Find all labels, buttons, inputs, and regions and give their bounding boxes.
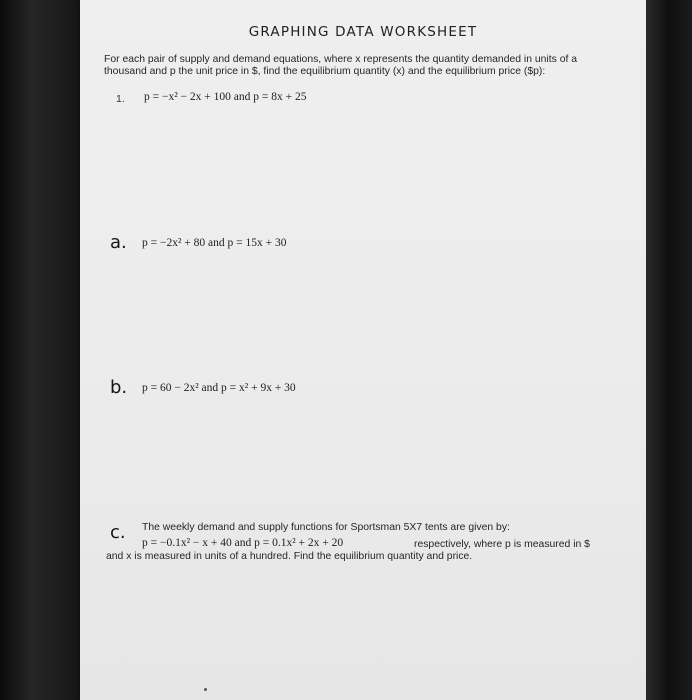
problem-b-label: b. xyxy=(110,377,128,398)
problem-c-equation: p = −0.1x² − x + 40 and p = 0.1x² + 2x + 20 xyxy=(142,537,344,549)
problem-c-label: c. xyxy=(110,522,126,543)
pen-mark xyxy=(204,688,207,691)
problem-a-equation: p = −2x² + 80 and p = 15x + 30 xyxy=(142,237,287,249)
problem-a-label: a. xyxy=(110,232,127,253)
problem-b-equation: p = 60 − 2x² and p = x² + 9x + 30 xyxy=(142,382,296,394)
problem-c-line3: and x is measured in units of a hundred. Find the equilibrium quantity and price. xyxy=(106,551,473,562)
problem-c-line2-text: respectively, where p is measured in $ xyxy=(414,539,590,550)
worksheet-title: GRAPHING DATA WORKSHEET xyxy=(248,24,478,40)
instructions-text: For each pair of supply and demand equations, where x represents the quantity demanded in units of a thousand and p the unit price in $, find the equilibrium quantity (x) and the equilibrium price ($p): xyxy=(104,54,578,77)
worksheet-paper xyxy=(80,0,646,700)
dark-background-left xyxy=(0,0,80,700)
dark-background-right xyxy=(646,0,692,700)
problem-1-number: 1. xyxy=(116,93,125,105)
problem-1-equation: p = −x² − 2x + 100 and p = 8x + 25 xyxy=(144,91,307,103)
problem-c-line1: The weekly demand and supply functions for Sportsman 5X7 tents are given by: xyxy=(142,522,510,533)
